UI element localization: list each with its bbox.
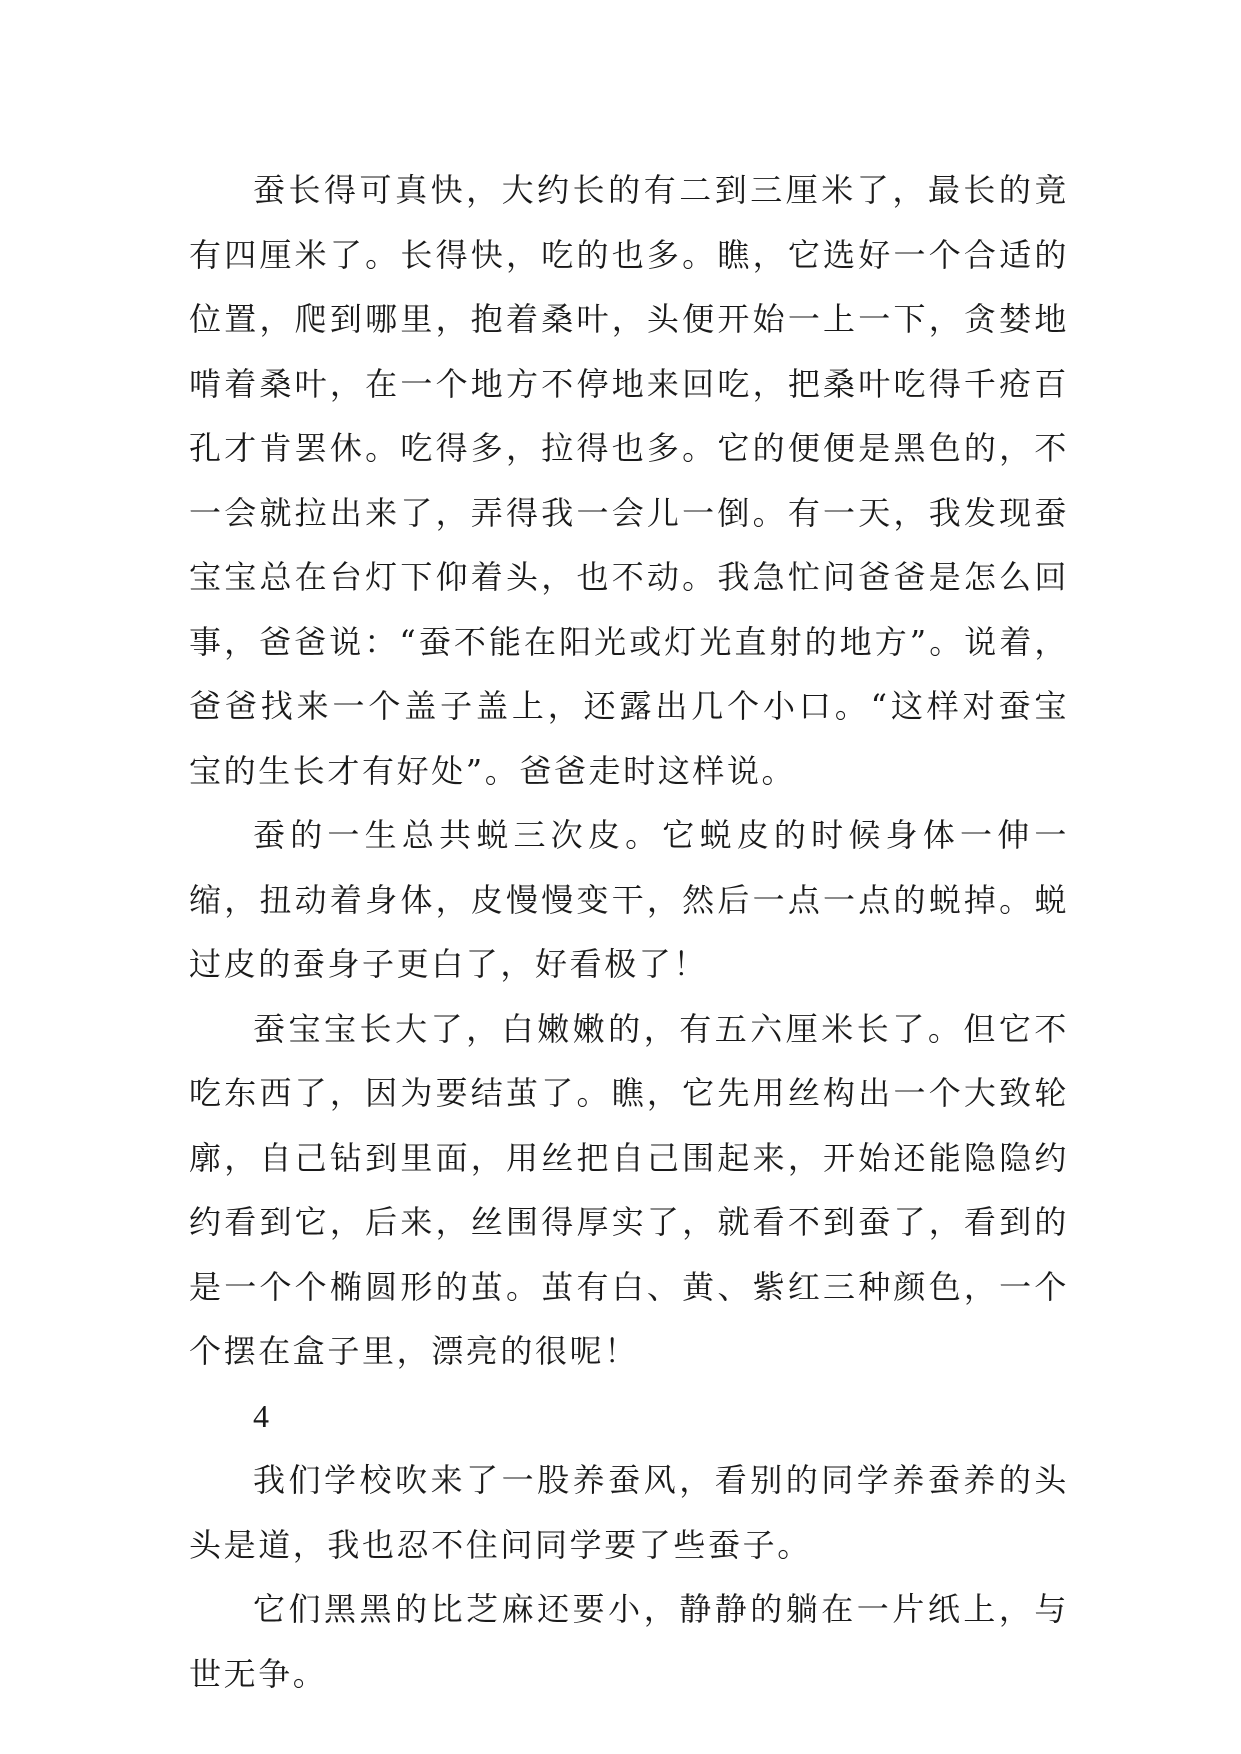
paragraph-silkworm-growth: 蚕长得可真快，大约长的有二到三厘米了，最长的竟有四厘米了。长得快，吃的也多。瞧，它选好一个合适的位置，爬到哪里，抱着桑叶，头便开始一上一下，贪婪地啃着桑叶，在一个地方不停地来回吃，把桑叶吃得千疮百孔才肯罢休。吃得多，拉得也多。它的便便是黑色的，不一会就拉出来了，弄得我一会儿一倒。有一天，我发现蚕宝宝总在台灯下仰着头，也不动。我急忙问爸爸是怎么回事，爸爸说：“蚕不能在阳光或灯光直射的地方”。说着，爸爸找来一个盖子盖上，还露出几个小口。“这样对蚕宝宝的生长才有好处”。爸爸走时这样说。 bbox=[189, 171, 1069, 790]
paragraph-silkworm-eggs: 它们黑黑的比芝麻还要小，静静的躺在一片纸上，与世无争。 bbox=[189, 1590, 1069, 1693]
paragraph-cocoon: 蚕宝宝长大了，白嫩嫩的，有五六厘米长了。但它不吃东西了，因为要结茧了。瞧，它先用丝构出一个大致轮廓，自己钻到里面，用丝把自己围起来，开始还能隐隐约约看到它，后来，丝围得厚实了，就看不到蚕了，看到的是一个个椭圆形的茧。茧有白、黄、紫红三种颜色，一个个摆在盒子里，漂亮的很呢！ bbox=[189, 1009, 1069, 1370]
section-number: 4 bbox=[253, 1397, 272, 1434]
paragraph-school-trend: 我们学校吹来了一股养蚕风，看别的同学养蚕养的头头是道，我也忍不住问同学要了些蚕子。 bbox=[189, 1461, 1069, 1564]
paragraph-molting: 蚕的一生总共蜕三次皮。它蜕皮的时候身体一伸一缩，扭动着身体，皮慢慢变干，然后一点一点的蜕掉。蜕过皮的蚕身子更白了，好看极了！ bbox=[189, 816, 1069, 983]
document-body bbox=[189, 158, 1069, 1706]
